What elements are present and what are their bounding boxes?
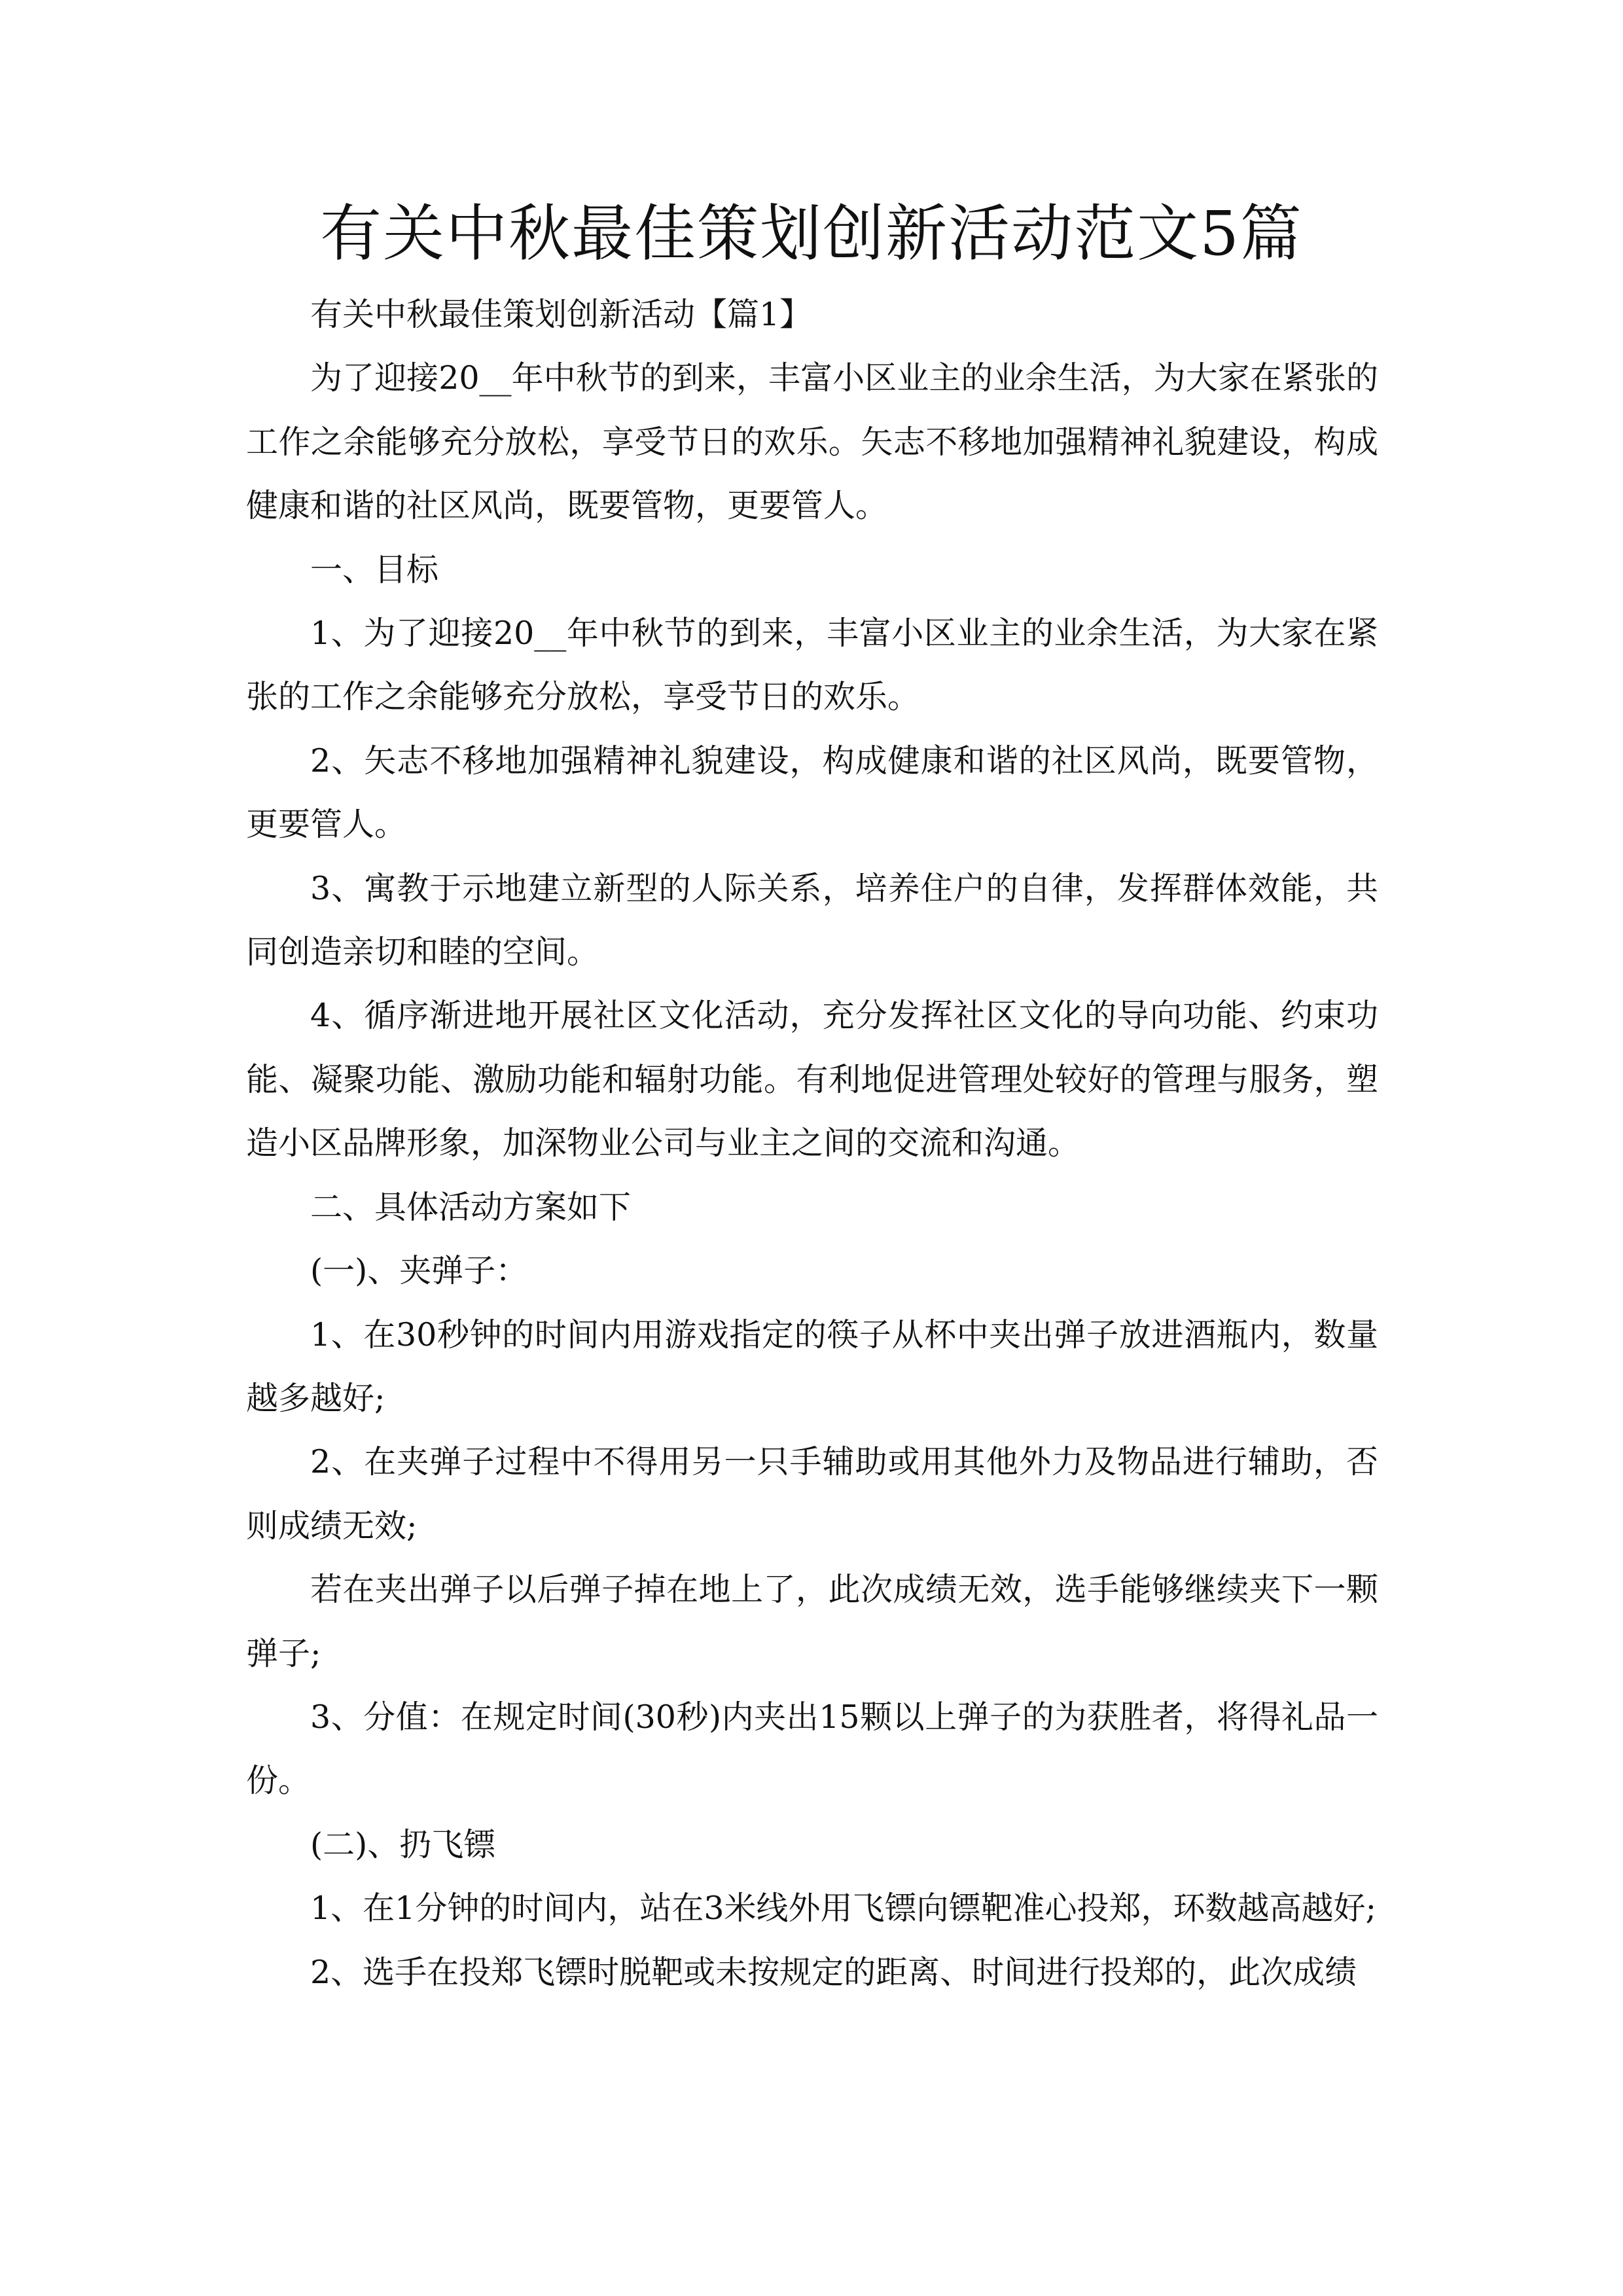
- paragraph: 3、寓教于示地建立新型的人际关系，培养住户的自律，发挥群体效能，共同创造亲切和睦的空间。: [246, 869, 1378, 971]
- section-heading: 二、具体活动方案如下: [310, 1188, 632, 1226]
- subsection-heading: (二)、扔飞镖: [310, 1825, 496, 1863]
- paragraph: 2、矢志不移地加强精神礼貌建设，构成健康和谐的社区风尚，既要管物，更要管人。: [246, 742, 1378, 844]
- paragraph: 1、为了迎接20__年中秋节的到来，丰富小区业主的业余生活，为大家在紧张的工作之余能够充分放松，享受节日的欢乐。: [246, 615, 1378, 716]
- paragraph: 为了迎接20__年中秋节的到来，丰富小区业主的业余生活，为大家在紧张的工作之余能够充分放松，享受节日的欢乐。矢志不移地加强精神礼貌建设，构成健康和谐的社区风尚，既要管物，更要管人。: [246, 359, 1378, 525]
- paragraph: 1、在30秒钟的时间内用游戏指定的筷子从杯中夹出弹子放进酒瓶内，数量越多越好;: [246, 1316, 1378, 1417]
- paragraph: 若在夹出弹子以后弹子掉在地上了，此次成绩无效，选手能够继续夹下一颗弹子;: [246, 1571, 1378, 1672]
- paragraph: 3、分值：在规定时间(30秒)内夹出15颗以上弹子的为获胜者，将得礼品一份。: [246, 1698, 1378, 1800]
- section-heading: 一、目标: [310, 550, 439, 588]
- document-title: 有关中秋最佳策划创新活动范文5篇: [320, 198, 1303, 270]
- paragraph: 1、在1分钟的时间内，站在3米线外用飞镖向镖靶准心投郑，环数越高越好;: [310, 1890, 1377, 1928]
- paragraph: 2、在夹弹子过程中不得用另一只手辅助或用其他外力及物品进行辅助，否则成绩无效;: [246, 1443, 1378, 1545]
- paragraph: 2、选手在投郑飞镖时脱靶或未按规定的距离、时间进行投郑的，此次成绩: [310, 1953, 1357, 1991]
- subsection-heading: (一)、夹弹子：: [310, 1252, 528, 1290]
- paragraph: 4、循序渐进地开展社区文化活动，充分发挥社区文化的导向功能、约束功能、凝聚功能、激励功能和辐射功能。有利地促进管理处较好的管理与服务，塑造小区品牌形象，加深物业公司与业主之间的交流和沟通。: [246, 997, 1378, 1162]
- document-body: [246, 283, 1378, 2004]
- section-heading: 有关中秋最佳策划创新活动【篇1】: [310, 296, 812, 333]
